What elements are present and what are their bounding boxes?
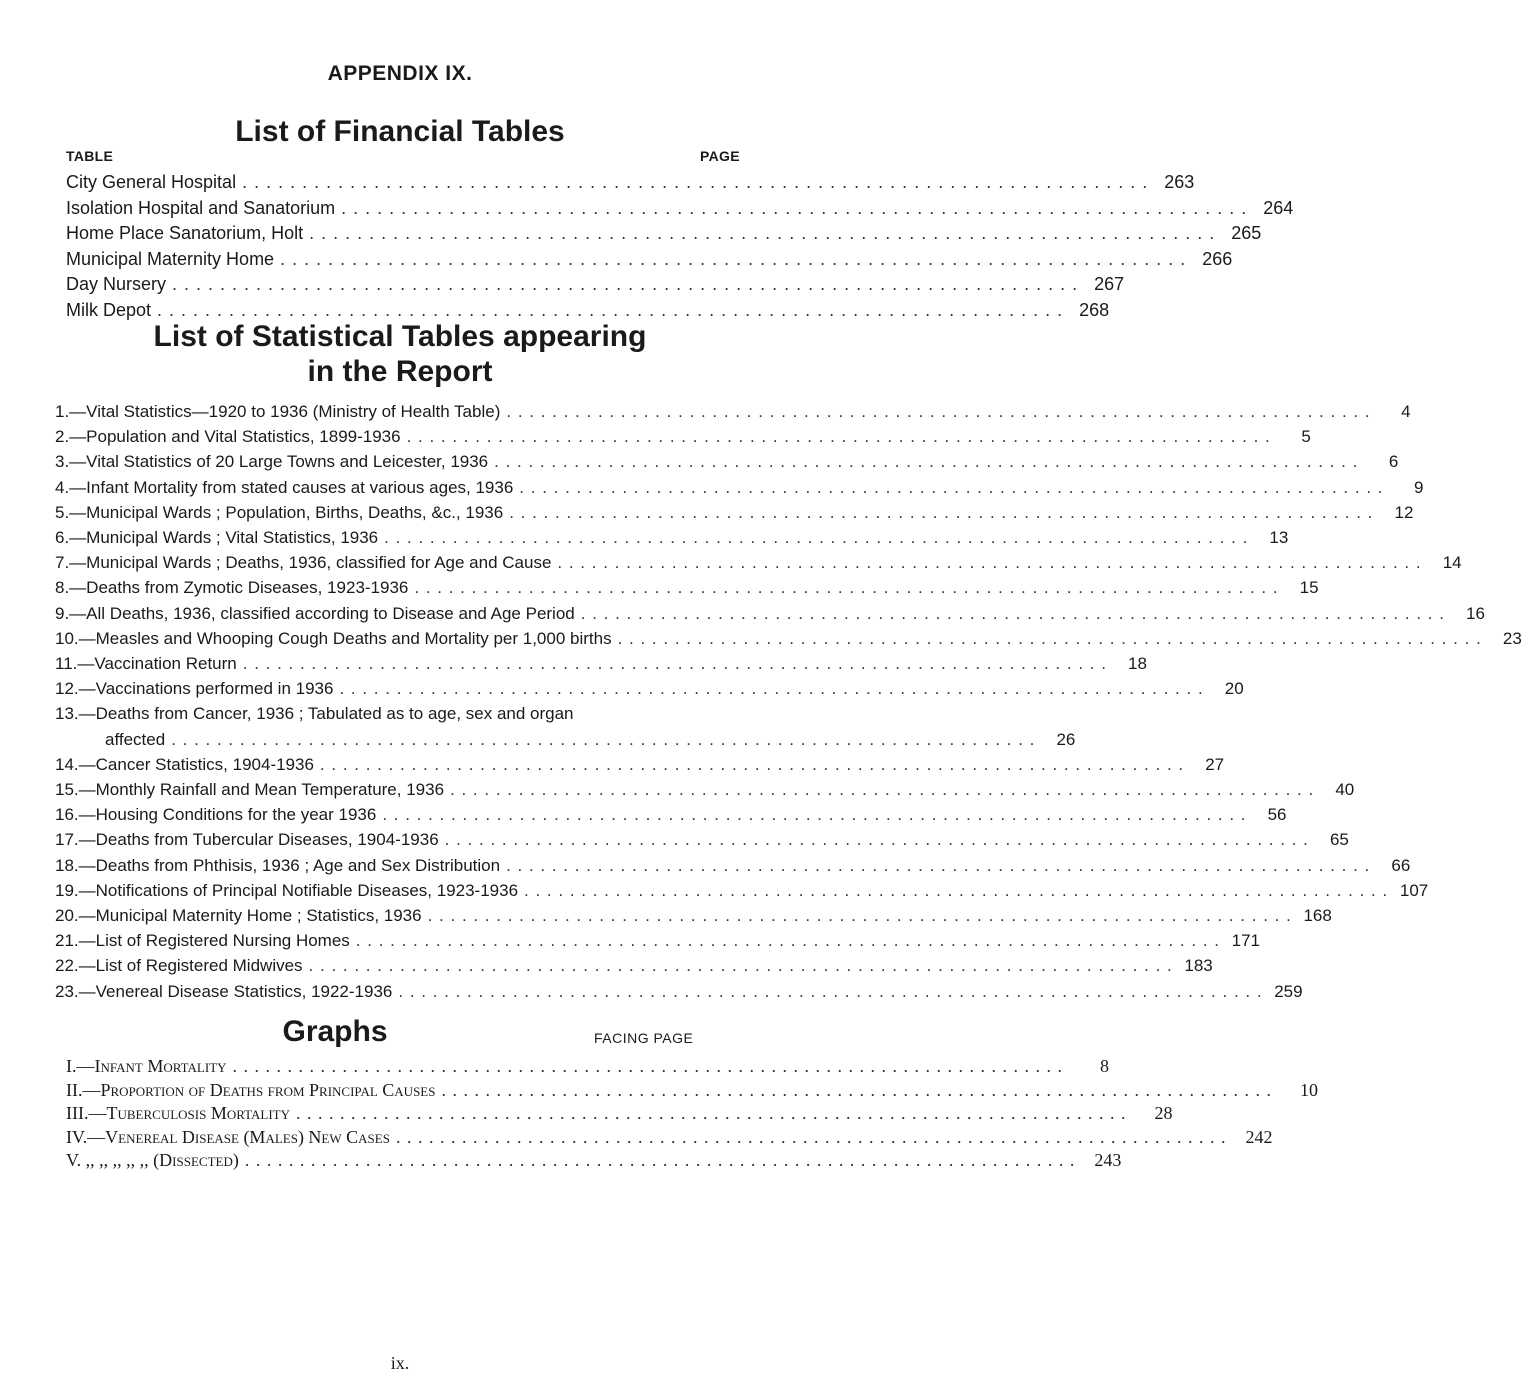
item-label: 2.—Population and Vital Statistics, 1899-1936	[55, 427, 401, 447]
list-item	[55, 805, 1287, 825]
item-label: IV.—Venereal Disease (Males) New Cases	[66, 1126, 390, 1147]
list-item	[55, 628, 1522, 649]
dot-leader: . . . . . . . . . . . . . . . . . . . . . . . . . . . . . . . . . . . . . . . . . . . . . . . . . . . . . . . . . . . . . . . . . . . . . . . . . . . .	[617, 628, 1482, 648]
item-label: 3.—Vital Statistics of 20 Large Towns and Leicester, 1936	[55, 452, 489, 472]
dot-leader: . . . . . . . . . . . . . . . . . . . . . . . . . . . . . . . . . . . . . . . . . . . . . . . . . . . . . . . . . . . . . . . . . . . . . . . . . . . .	[232, 1056, 1064, 1076]
list-item	[55, 578, 1319, 598]
item-label: 11.—Vaccination Return	[55, 654, 237, 673]
dot-leader: . . . . . . . . . . . . . . . . . . . . . . . . . . . . . . . . . . . . . . . . . . . . . . . . . . . . . . . . . . . . . . . . . . . . . . . . . . . .	[384, 528, 1249, 547]
page-number: 23	[1502, 628, 1522, 648]
dot-leader: . . . . . . . . . . . . . . . . . . . . . . . . . . . . . . . . . . . . . . . . . . . . . . . . . . . . . . . . . . . . . . . . . . . . . . . . . . . .	[444, 830, 1309, 850]
item-label: Day Nursery	[66, 274, 167, 294]
list-item	[55, 553, 1462, 573]
dot-leader: . . . . . . . . . . . . . . . . . . . . . . . . . . . . . . . . . . . . . . . . . . . . . . . . . . . . . . . . . . . . . . . . . . . . . . . . . . . .	[414, 578, 1279, 598]
list-item	[66, 1079, 1318, 1101]
page-number: 4	[1401, 402, 1411, 421]
graphs-title: Graphs	[282, 1015, 388, 1048]
list-item	[55, 477, 1424, 498]
list-item	[55, 880, 1429, 901]
dot-leader: . . . . . . . . . . . . . . . . . . . . . . . . . . . . . . . . . . . . . . . . . . . . . . . . . . . . . . . . . . . . . . . . . . . . . . . . . . . .	[557, 553, 1422, 573]
item-label: 18.—Deaths from Phthisis, 1936 ; Age and Sex Distribution	[55, 855, 501, 875]
dot-leader: . . . . . . . . . . . . . . . . . . . . . . . . . . . . . . . . . . . . . . . . . . . . . . . . . . . . . . . . . . . . . . . . . . . . . . . . . . . .	[172, 274, 1079, 294]
dot-leader: . . . . . . . . . . . . . . . . . . . . . . . . . . . . . . . . . . . . . . . . . . . . . . . . . . . . . . . . . . . . . . . . . . . . . . . . . . . .	[339, 679, 1204, 699]
list-item	[66, 274, 1125, 295]
item-label: 22.—List of Registered Midwives	[55, 956, 303, 976]
item-label: 17.—Deaths from Tubercular Diseases, 1904-1936	[55, 830, 439, 850]
page-number: 266	[1202, 248, 1233, 269]
item-label: 23.—Venereal Disease Statistics, 1922-1936	[55, 981, 393, 1001]
list-item	[55, 402, 1411, 422]
dot-leader: . . . . . . . . . . . . . . . . . . . . . . . . . . . . . . . . . . . . . . . . . . . . . . . . . . . . . . . . . . . . . . . . . . . . . . . . . . . .	[242, 654, 1107, 673]
dot-leader: . . . . . . . . . . . . . . . . . . . . . . . . . . . . . . . . . . . . . . . . . . . . . . . . . . . . . . . . . . . . . . . . . . . . . . . . . . . .	[398, 981, 1263, 1001]
item-label: 6.—Municipal Wards ; Vital Statistics, 1936	[55, 528, 379, 547]
page-number: 243	[1094, 1150, 1122, 1170]
page-number: 263	[1164, 172, 1195, 192]
list-item	[66, 1103, 1173, 1124]
dot-leader: . . . . . . . . . . . . . . . . . . . . . . . . . . . . . . . . . . . . . . . . . . . . . . . . . . . . . . . . . . . . . . . . . . . . . . . . . . . .	[171, 729, 1036, 749]
page-number: 28	[1154, 1103, 1173, 1123]
list-item	[66, 223, 1262, 244]
item-label: I.—Infant Mortality	[66, 1056, 227, 1076]
list-item	[55, 780, 1355, 800]
page-number: 265	[1231, 223, 1262, 243]
page-number: 183	[1184, 956, 1213, 976]
item-label: 14.—Cancer Statistics, 1904-1936	[55, 754, 314, 774]
item-label: Isolation Hospital and Sanatorium	[66, 197, 336, 218]
page-number: 65	[1329, 830, 1349, 850]
page-number: 8	[1100, 1056, 1110, 1076]
page-number: 12	[1394, 502, 1414, 522]
item-label: III.—Tuberculosis Mortality	[66, 1103, 290, 1123]
list-item	[55, 956, 1213, 976]
list-item	[55, 830, 1349, 850]
list-item	[105, 729, 1076, 750]
dot-leader: . . . . . . . . . . . . . . . . . . . . . . . . . . . . . . . . . . . . . . . . . . . . . . . . . . . . . . . . . . . . . . . . . . . . . . . . . . . .	[244, 1150, 1076, 1170]
item-label: 15.—Monthly Rainfall and Mean Temperature, 1936	[55, 780, 445, 799]
item-label: 8.—Deaths from Zymotic Diseases, 1923-1936	[55, 578, 409, 598]
page-number: 15	[1299, 578, 1319, 598]
dot-leader: . . . . . . . . . . . . . . . . . . . . . . . . . . . . . . . . . . . . . . . . . . . . . . . . . . . . . . . . . . . . . . . . . . . . . . . . . . . .	[280, 248, 1187, 269]
list-item	[66, 1126, 1273, 1148]
page-number: 171	[1231, 931, 1260, 951]
list-item	[55, 502, 1414, 523]
list-item	[66, 1056, 1110, 1077]
dot-leader: . . . . . . . . . . . . . . . . . . . . . . . . . . . . . . . . . . . . . . . . . . . . . . . . . . . . . . . . . . . . . . . . . . . . . . . . . . . .	[296, 1103, 1127, 1123]
item-label: 7.—Municipal Wards ; Deaths, 1936, classified for Age and Cause	[55, 553, 552, 573]
dot-leader: . . . . . . . . . . . . . . . . . . . . . . . . . . . . . . . . . . . . . . . . . . . . . . . . . . . . . . . . . . . . . . . . . . . . . . . . . . . .	[427, 906, 1292, 925]
page-number: 6	[1388, 452, 1399, 472]
facing-page-heading: FACING PAGE	[594, 1030, 694, 1046]
dot-leader: . . . . . . . . . . . . . . . . . . . . . . . . . . . . . . . . . . . . . . . . . . . . . . . . . . . . . . . . . . . . . . . . . . . . . . . . . . . .	[406, 427, 1271, 447]
page-number: 259	[1274, 981, 1303, 1001]
list-item	[66, 197, 1294, 219]
dot-leader: . . . . . . . . . . . . . . . . . . . . . . . . . . . . . . . . . . . . . . . . . . . . . . . . . . . . . . . . . . . . . . . . . . . . . . . . . . . .	[441, 1079, 1272, 1100]
dot-leader: . . . . . . . . . . . . . . . . . . . . . . . . . . . . . . . . . . . . . . . . . . . . . . . . . . . . . . . . . . . . . . . . . . . . . . . . . . . .	[157, 299, 1064, 320]
dot-leader: . . . . . . . . . . . . . . . . . . . . . . . . . . . . . . . . . . . . . . . . . . . . . . . . . . . . . . . . . . . . . . . . . . . . . . . . . . . .	[494, 452, 1359, 472]
list-item	[55, 452, 1399, 472]
item-label: Municipal Maternity Home	[66, 248, 275, 269]
dot-leader: . . . . . . . . . . . . . . . . . . . . . . . . . . . . . . . . . . . . . . . . . . . . . . . . . . . . . . . . . . . . . . . . . . . . . . . . . . . .	[506, 855, 1371, 875]
dot-leader: . . . . . . . . . . . . . . . . . . . . . . . . . . . . . . . . . . . . . . . . . . . . . . . . . . . . . . . . . . . . . . . . . . . . . . . . . . . .	[341, 197, 1248, 218]
dot-leader: . . . . . . . . . . . . . . . . . . . . . . . . . . . . . . . . . . . . . . . . . . . . . . . . . . . . . . . . . . . . . . . . . . . . . . . . . . . .	[382, 805, 1247, 825]
page-number: 40	[1335, 780, 1355, 799]
item-label: 9.—All Deaths, 1936, classified according to Disease and Age Period	[55, 603, 575, 623]
item-label: V. ,, ,, ,, ,, ,, (Dissected)	[66, 1150, 239, 1170]
list-item	[55, 931, 1260, 951]
page-number: 264	[1263, 197, 1294, 218]
page-number: 56	[1267, 805, 1287, 825]
list-item	[66, 1150, 1122, 1171]
item-label: 12.—Vaccinations performed in 1936	[55, 679, 334, 699]
item-label: affected	[105, 729, 166, 749]
table-column-heading: TABLE	[66, 148, 114, 164]
item-label: Home Place Sanatorium, Holt	[66, 223, 304, 243]
list-item	[55, 754, 1225, 775]
list-item	[55, 654, 1147, 674]
page-number: 242	[1245, 1126, 1273, 1147]
dot-leader: . . . . . . . . . . . . . . . . . . . . . . . . . . . . . . . . . . . . . . . . . . . . . . . . . . . . . . . . . . . . . . . . . . . . . . . . . . . .	[519, 477, 1384, 497]
list-item	[55, 528, 1289, 548]
dot-leader: . . . . . . . . . . . . . . . . . . . . . . . . . . . . . . . . . . . . . . . . . . . . . . . . . . . . . . . . . . . . . . . . . . . . . . . . . . . .	[242, 172, 1149, 192]
dot-leader: . . . . . . . . . . . . . . . . . . . . . . . . . . . . . . . . . . . . . . . . . . . . . . . . . . . . . . . . . . . . . . . . . . . . . . . . . . . .	[506, 402, 1371, 421]
page-number: 14	[1442, 553, 1462, 573]
item-label: City General Hospital	[66, 172, 237, 192]
page-number: 5	[1301, 427, 1311, 447]
list-item	[55, 427, 1311, 447]
statistical-tables-title-line1: List of Statistical Tables appearing	[153, 320, 647, 353]
page-number: 268	[1079, 299, 1110, 320]
list-item	[66, 172, 1195, 193]
item-label: 20.—Municipal Maternity Home ; Statistics, 1936	[55, 906, 422, 925]
page-number: 16	[1466, 603, 1485, 623]
page-number: 66	[1391, 855, 1411, 875]
page-number: 18	[1128, 654, 1147, 673]
dot-leader: . . . . . . . . . . . . . . . . . . . . . . . . . . . . . . . . . . . . . . . . . . . . . . . . . . . . . . . . . . . . . . . . . . . . . . . . . . . .	[509, 502, 1374, 522]
item-label: 19.—Notifications of Principal Notifiable Diseases, 1923-1936	[55, 880, 519, 900]
page-number: 27	[1205, 754, 1225, 774]
item-label: 16.—Housing Conditions for the year 1936	[55, 805, 377, 825]
list-item	[55, 679, 1244, 699]
item-label: 21.—List of Registered Nursing Homes	[55, 931, 350, 951]
page-number: 20	[1224, 679, 1244, 699]
page-number: 267	[1094, 274, 1125, 294]
list-item	[55, 981, 1303, 1002]
list-item	[66, 299, 1110, 321]
item-label: Milk Depot	[66, 299, 152, 320]
page-folio: ix.	[390, 1353, 410, 1373]
list-item	[55, 603, 1485, 624]
page-number: 13	[1269, 528, 1289, 547]
item-label: 13.—Deaths from Cancer, 1936 ; Tabulated as to age, sex and organ	[55, 704, 574, 724]
page-number: 26	[1056, 729, 1076, 749]
page-number: 107	[1399, 880, 1429, 900]
item-label: II.—Proportion of Deaths from Principal Causes	[66, 1079, 436, 1100]
page-number: 168	[1303, 906, 1332, 925]
dot-leader: . . . . . . . . . . . . . . . . . . . . . . . . . . . . . . . . . . . . . . . . . . . . . . . . . . . . . . . . . . . . . . . . . . . . . . . . . . . .	[524, 880, 1389, 900]
list-item	[55, 855, 1411, 876]
list-item	[66, 248, 1233, 270]
item-label: 1.—Vital Statistics—1920 to 1936 (Ministry of Health Table)	[55, 402, 501, 421]
dot-leader: . . . . . . . . . . . . . . . . . . . . . . . . . . . . . . . . . . . . . . . . . . . . . . . . . . . . . . . . . . . . . . . . . . . . . . . . . . . .	[580, 603, 1445, 623]
dot-leader: . . . . . . . . . . . . . . . . . . . . . . . . . . . . . . . . . . . . . . . . . . . . . . . . . . . . . . . . . . . . . . . . . . . . . . . . . . . .	[395, 1126, 1227, 1147]
dot-leader: . . . . . . . . . . . . . . . . . . . . . . . . . . . . . . . . . . . . . . . . . . . . . . . . . . . . . . . . . . . . . . . . . . . . . . . . . . . .	[450, 780, 1315, 799]
list-item	[55, 906, 1332, 926]
dot-leader: . . . . . . . . . . . . . . . . . . . . . . . . . . . . . . . . . . . . . . . . . . . . . . . . . . . . . . . . . . . . . . . . . . . . . . . . . . . .	[319, 754, 1185, 774]
page-number: 10	[1299, 1079, 1318, 1100]
financial-tables-title: List of Financial Tables	[235, 115, 565, 148]
dot-leader: . . . . . . . . . . . . . . . . . . . . . . . . . . . . . . . . . . . . . . . . . . . . . . . . . . . . . . . . . . . . . . . . . . . . . . . . . . . .	[355, 931, 1220, 951]
item-label: 4.—Infant Mortality from stated causes at various ages, 1936	[55, 477, 514, 497]
item-label: 5.—Municipal Wards ; Population, Births, Deaths, &c., 1936	[55, 502, 504, 522]
appendix-title: APPENDIX IX.	[327, 62, 473, 85]
dot-leader: . . . . . . . . . . . . . . . . . . . . . . . . . . . . . . . . . . . . . . . . . . . . . . . . . . . . . . . . . . . . . . . . . . . . . . . . . . . .	[309, 223, 1216, 243]
dot-leader: . . . . . . . . . . . . . . . . . . . . . . . . . . . . . . . . . . . . . . . . . . . . . . . . . . . . . . . . . . . . . . . . . . . . . . . . . . . .	[308, 956, 1173, 976]
item-label: 10.—Measles and Whooping Cough Deaths and Mortality per 1,000 births	[55, 628, 612, 648]
statistical-tables-title-line2: in the Report	[307, 355, 493, 388]
page-number: 9	[1414, 477, 1424, 497]
page-column-heading: PAGE	[700, 148, 740, 164]
